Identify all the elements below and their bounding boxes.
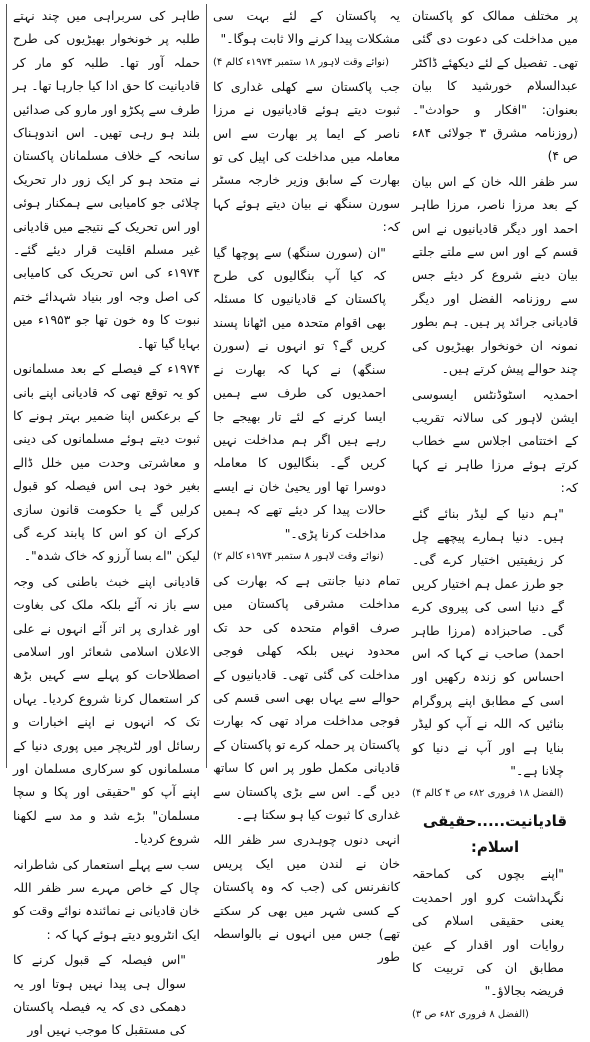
paragraph: پر مختلف ممالک کو پاکستان میں مداخلت کی دعوت دی گئی تھی۔ تفصیل کے لئے دیکھئے ڈاکٹر عبدالسلام خورشید کا بیان بعنوان: "افکار و حوادث"۔ (روزنامہ مشرق ۳ جولائی ۸۴ء ص ۴)	[412, 8, 578, 164]
paragraph: طاہر کی سربراہی میں چند نہتے طلبہ پر خونخوار بھیڑیوں کی طرح حملہ آور تھا۔ طلبہ کو مار کر قادیانیت کا حق ادا کیا جارہا تھا۔ ہر طرف سے پکڑو اور مارو کی صدائیں بلند ہو رہی تھیں۔ اس اندوہناک سانحہ کے خلاف مسلمانان پاکستان نے متحد ہو کر ایک زور دار تحریک چلائی جو کامیابی سے ہمکنار ہوئی اور اس تحریک کے نتیجے میں قادیانی غیر مسلم اقلیت قرار دیئے گئے۔ ۱۹۷۴ء کی اس تحریک کی کامیابی کی اصل وجہ اور بنیاد شہدائے ختم نبوت کا وہ خون تھا جو ۱۹۵۳ء میں بہایا گیا تھا۔	[13, 8, 200, 351]
text-column-right	[6, 4, 206, 1038]
quote-paragraph: "اس فیصلہ کے قبول کرنے کا سوال ہی پیدا نہیں ہوتا اور یہ دھمکی دی کہ یہ فیصلہ پاکستان کی مستقبل کا موجب نہیں اور	[13, 952, 186, 1038]
citation: (نوائے وقت لاہور ۸ ستمبر ۱۹۷۴ء کالم ۲)	[213, 550, 384, 562]
paragraph: سب سے پہلے استعمار کی شاطرانہ چال کے خاص مہرے سر ظفر اللہ خان قادیانی نے نمائندہ نوائے وقت کو ایک انٹرویو دیتے ہوئے کہا کہ :	[13, 856, 200, 942]
paragraph: احمدیہ اسٹوڈنٹس ایسوسی ایشن لاہور کی سالانہ تقریب کے اختتامی اجلاس سے خطاب کرتے ہوئے مرزا طاہر نے کہا کہ:	[412, 386, 578, 496]
paragraph: قادیانی اپنے خبث باطنی کی وجہ سے باز نہ آئے بلکہ ملک کی بغاوت اور غداری پر اتر آئے انہوں نے علی الاعلان اسلامی شعائر اور اسلامی اصطلاحات کو پہلے سے کہیں بڑھ کر استعمال کرنا شروع کردیا۔ یہاں تک کہ انہوں نے اپنے اخبارات و رسائل اور لٹریچر میں پوری دنیا کے مسلمانوں کو سرکاری مسلمان اور اپنے آپ کو "حقیقی اور پکا و سچا مسلمان" بڑے شد و مد سے لکھنا شروع کردیا۔	[13, 573, 200, 847]
text-column-middle	[206, 4, 406, 965]
quote-paragraph: "اپنے بچوں کی کماحقہ نگہداشت کرو اور احمدیت یعنی حقیقی اسلام کی روایات اور اقدار کے عین مطابق ان کی تربیت کا فریضہ بجالاؤ۔"	[412, 866, 564, 999]
paragraph: یہ پاکستان کے لئے بہت سی مشکلات پیدا کرنے والا ثابت ہوگا۔"	[213, 8, 400, 47]
paragraph: سر ظفر اللہ خان کے اس بیان کے بعد مرزا ناصر، مرزا طاہر احمد اور دیگر قادیانیوں نے اس قسم کے اور اس سے ملتے جلتے بیان دینے شروع کر دیئے جس سے روزنامہ الفضل اور دیگر قادیانی جرائد پر ہیں۔ ہم بطور نمونہ ان خونخوار بھیڑیوں کی چند حوالے پیش کرتے ہیں۔	[412, 173, 578, 377]
section-heading: قادیانیت.....حقیقی اسلام:	[422, 812, 568, 857]
citation: (الفضل ۱۸ فروری ۸۲ء ص ۴ کالم ۴)	[412, 788, 564, 800]
paragraph: انہی دنوں چوہدری سر ظفر اللہ خان نے لندن میں ایک پریس کانفرنس کی (جب کہ وہ پاکستان کے کسی شہر میں بھی کر سکتے تھے) جس میں انہوں نے بالواسطہ طور	[213, 832, 400, 965]
citation: (الفضل ۸ فروری ۸۲ء ص ۳)	[412, 1008, 529, 1020]
quote-paragraph: "ہم دنیا کے لیڈر بنائے گئے ہیں۔ دنیا ہمارے پیچھے چل کر زیفیتیں اختیار کرے گی۔ جو طرز عمل ہم اختیار کریں گے دنیا اسی کی پیروی کرے گی۔ صاحبزادہ (مرزا طاہر احمد) صاحب نے کہا کہ اس احساس کو زندہ رکھیں اور اسی کے مطابق اپنے پروگرام بنائیں کہ اللہ نے آپ کو لیڈر بنایا ہے اور آپ نے دنیا کو چلانا ہے۔"	[412, 505, 564, 778]
paragraph: تمام دنیا جانتی ہے کہ بھارت کی مداخلت مشرقی پاکستان میں صرف اقوام متحدہ کی حد تک محدود نہیں بلکہ کھلی فوجی مداخلت کی گئی تھی۔ قادیانیوں کے حوالے سے یہاں بھی اسی قسم کی فوجی مداخلت مراد تھی کہ بھارت پاکستان پر حملہ کرے تو پاکستان کے قادیانی مکمل طور پر اس کا ساتھ دیں گے۔ اس سے بڑی پاکستان سے غداری کا ثبوت کیا ہو سکتا ہے۔	[213, 572, 400, 822]
text-column-left	[406, 4, 584, 1020]
paragraph: جب پاکستان سے کھلی غداری کا ثبوت دیتے ہوئے قادیانیوں نے مرزا ناصر کے ایما پر بھارت سے اس معاملہ میں مداخلت کی اپیل کی تو بھارت کے سابق وزیر خارجہ مسٹر سورن سنگھ نے بیان دیتے ہوئے کہا کہ:	[213, 78, 400, 235]
quote-paragraph: "ان (سورن سنگھ) سے پوچھا گیا کہ کیا آپ بنگالیوں کی طرح پاکستان کے قادیانیوں کا مسئلہ بھی اقوام متحدہ میں اٹھانا پسند کریں گے؟ تو انہوں نے (سورن سنگھ) نے کہا کہ بھارت نے احمدیوں کی طرف سے ہمیں ایسا کرنے کے لئے تار بھیجے جا رہے ہیں اگر ہم مداخلت نہیں کریں گے۔ بنگالیوں کا معاملہ دوسرا تھا اور یحییٰ خان نے ایسے حالات پیدا کر دیئے تھے کہ ہمیں مداخلت کرنا پڑی۔"	[213, 244, 386, 541]
paragraph: ۱۹۷۴ء کے فیصلے کے بعد مسلمانوں کو یہ توقع تھی کہ قادیانی اپنے بانی کے برعکس اپنا ضمیر بہتر ہونے کا ثبوت دیتے ہوئے مسلمانوں کی دینی و معاشرتی وحدت میں خلل ڈالے بغیر خود ہی اس فیصلہ کو قبول کرلیں گے یا حکومت قانون سازی کرکے ان کو اس کا پابند کرے گی لیکن "اے بسا آرزو کہ خاک شدہ"۔	[13, 361, 200, 564]
citation: (نوائے وقت لاہور ۱۸ ستمبر ۱۹۷۴ء کالم ۴)	[213, 56, 389, 68]
